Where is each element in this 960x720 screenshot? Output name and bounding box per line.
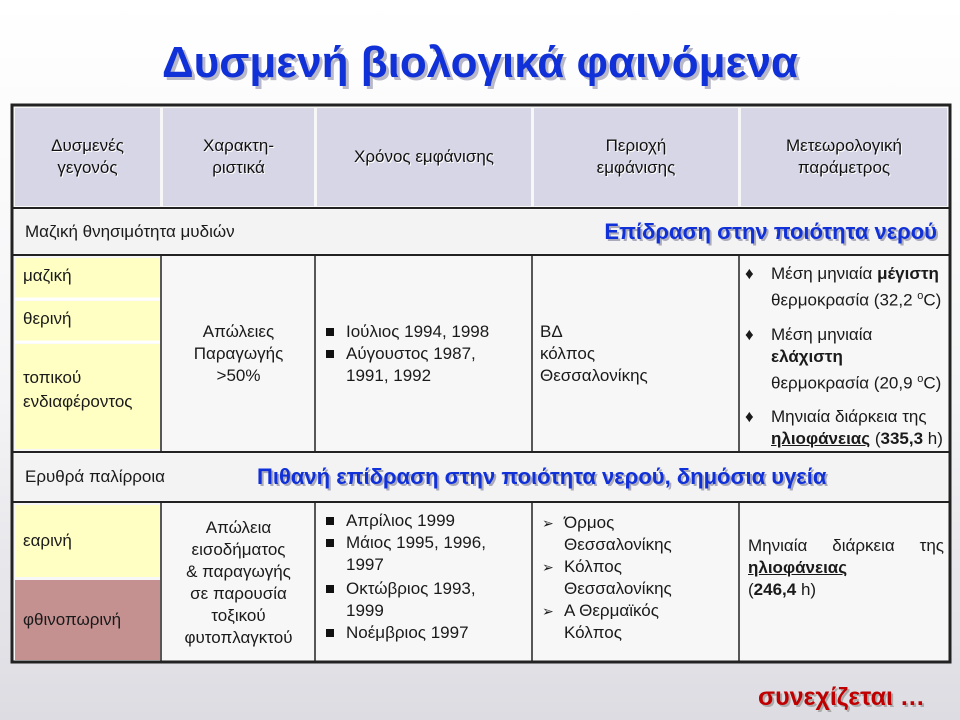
section1-characteristics: Απώλειες Παραγωγής >50% <box>193 322 284 385</box>
arrow-bullet-icon: ➢ <box>542 515 554 531</box>
area-item: ➢ Α Θερμαϊκός Κόλπος <box>542 601 659 642</box>
section1-type-summer: θερινή <box>15 301 160 341</box>
section2-type-autumn: φθινοπωρινή <box>15 580 160 660</box>
time-item: Οκτώβριος 1993, 1999 <box>322 578 506 622</box>
section2-type-spring: εαρινή <box>15 505 160 577</box>
time-item: Απρίλιος 1999 <box>322 510 527 532</box>
continue-link[interactable]: συνεχίζεται … <box>758 683 925 711</box>
section1-times <box>322 258 527 450</box>
diamond-bullet-icon: ♦ <box>745 264 754 283</box>
section2-param: Μηνιαία διάρκεια της ηλιοφάνειας (246,4 h) <box>748 536 944 599</box>
param-item: ♦ Μέση μηνιαία μέγιστη θερμοκρασία (32,2 $^o$C) <box>745 264 942 310</box>
arrow-bullet-icon: ➢ <box>542 603 554 619</box>
section2-times <box>322 510 527 660</box>
area-item: ➢ Κόλπος Θεσσαλονίκης <box>542 557 672 598</box>
time-item: Μάιος 1995, 1996, 1997 <box>322 532 516 576</box>
section1-heading: Επίδραση στην ποιότητα νερού <box>531 210 947 253</box>
section2-areas <box>540 512 735 660</box>
section1-type-local: τοπικού ενδιαφέροντος <box>15 344 160 449</box>
header-cell-event: Δυσμενές γεγονός <box>15 108 160 206</box>
diamond-bullet-icon: ♦ <box>745 324 754 344</box>
section2-characteristics: Απώλεια εισοδήματος & παραγωγής σε παρουσία τοξικού φυτοπλαγκτού <box>184 517 293 647</box>
section1-type-mass: μαζική <box>15 258 160 298</box>
section2-label: Ερυθρά παλίρροια <box>15 454 247 500</box>
param-item: ♦ Μέση μηνιαία ελάχιστη θερμοκρασία (20,9 $^o$C) <box>745 324 942 393</box>
page-title: Δυσμενή βιολογικά φαινόμενα <box>162 38 798 87</box>
section1-label: Μαζική θνησιμότητα μυδιών <box>15 210 531 253</box>
header-cell-area: Περιοχή εμφάνισης <box>534 108 738 206</box>
arrow-bullet-icon: ➢ <box>542 559 554 575</box>
param-item: ♦ Μηνιαία διάρκεια της ηλιοφάνειας (335,3 h) <box>745 407 943 449</box>
time-item: Αύγουστος 1987, 1991, 1992 <box>322 343 516 387</box>
section1-area: ΒΔ κόλπος Θεσσαλονίκης <box>540 322 648 385</box>
header-cell-characteristics: Χαρακτη- ριστικά <box>163 108 314 206</box>
time-item: Ιούλιος 1994, 1998 <box>322 321 516 343</box>
header-cell-meteo: Μετεωρολογική παράμετρος <box>741 108 947 206</box>
time-item: Νοέμβριος 1997 <box>322 622 527 644</box>
header-cell-time: Χρόνος εμφάνισης <box>317 108 531 206</box>
area-item: ➢ Όρμος Θεσσαλονίκης <box>542 513 672 554</box>
section2-heading: Πιθανή επίδραση στην ποιότητα νερού, δημόσια υγεία <box>247 454 947 500</box>
section1-params <box>745 263 945 449</box>
diamond-bullet-icon: ♦ <box>745 407 754 427</box>
